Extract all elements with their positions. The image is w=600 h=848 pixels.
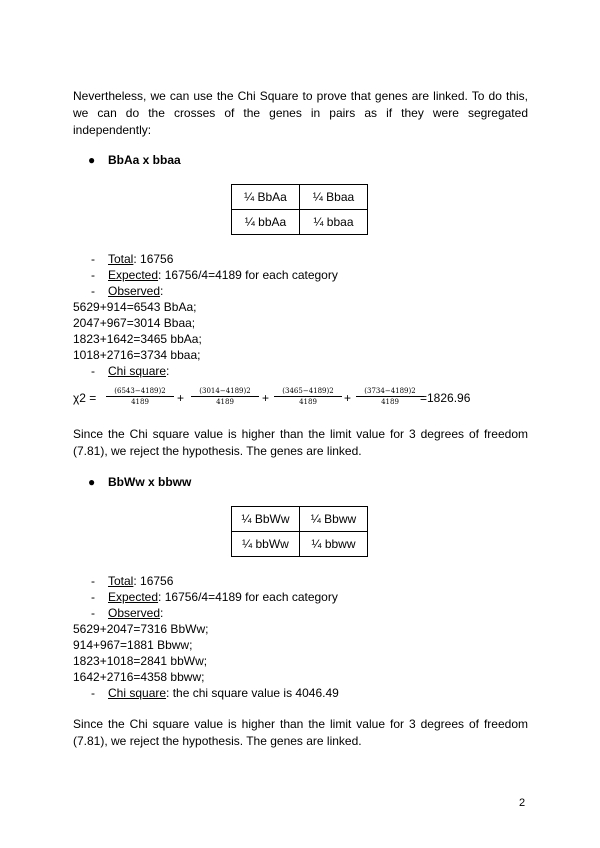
dash-marker: - (91, 606, 95, 620)
section2-total (91, 573, 173, 589)
fraction-term (356, 387, 424, 407)
plus-sign: + (262, 391, 270, 405)
fraction-numerator: (3465−4189)2 (274, 387, 342, 397)
fraction-numerator: (3734−4189)2 (356, 387, 424, 397)
observed-label: Observed (108, 606, 161, 620)
bullet-icon: ● (88, 153, 96, 167)
total-value: : 16756 (133, 574, 174, 588)
fraction-denominator: 4189 (131, 398, 149, 406)
expected-label: Expected (108, 590, 159, 604)
fraction-term (191, 387, 259, 407)
expected-value: : 16756/4=4189 for each category (158, 268, 338, 282)
observed-line: 2047+967=3014 Bbaa; (73, 316, 196, 330)
plus-sign: + (344, 391, 352, 405)
table-cell: ¼ BbWw (232, 507, 300, 532)
section2-heading (88, 474, 191, 490)
dash-marker: - (91, 686, 95, 700)
expected-label: Expected (108, 268, 159, 282)
observed-line: 1642+2716=4358 bbww; (73, 670, 205, 684)
dash-marker: - (91, 574, 95, 588)
section2-chi-square (91, 685, 339, 701)
table-cell: ¼ bbWw (232, 532, 300, 557)
observed-line: 1823+1642=3465 bbAa; (73, 332, 202, 346)
expected-value: : 16756/4=4189 for each category (158, 590, 338, 604)
dash-marker: - (91, 268, 95, 282)
dash-marker: - (91, 252, 95, 266)
section1-heading (88, 152, 181, 168)
chi-symbol: χ2 = (73, 391, 97, 405)
dash-marker: - (91, 284, 95, 298)
observed-line: 5629+914=6543 BbAa; (73, 300, 197, 314)
table-cell: ¼ bbAa (232, 210, 300, 235)
observed-suffix: : (160, 284, 164, 298)
section1-expected (91, 267, 338, 283)
section1-punnett-table (231, 184, 368, 235)
section2-conclusion: Since the Chi square value is higher than the limit value for 3 degrees of freedom (7.81), we reject the hypothesis. The genes are linked. (73, 717, 528, 748)
chi-square-label: Chi square (108, 686, 167, 700)
section1-conclusion: Since the Chi square value is higher than the limit value for 3 degrees of freedom (7.81), we reject the hypothesis. The genes are linked. (73, 427, 528, 458)
table-cell: ¼ bbaa (300, 210, 368, 235)
section2-observed (91, 605, 163, 621)
intro-paragraph: Nevertheless, we can use the Chi Square to prove that genes are linked. To do this, we can do the crosses of the genes in pairs as if they were segregated independently: (73, 89, 528, 137)
observed-suffix: : (160, 606, 164, 620)
fraction-denominator: 4189 (216, 398, 234, 406)
observed-label: Observed (108, 284, 161, 298)
table-cell: ¼ Bbaa (300, 185, 368, 210)
fraction-term (274, 387, 342, 407)
section2-punnett-table (231, 506, 368, 557)
table-cell: ¼ bbww (300, 532, 368, 557)
section1-chi-square (91, 363, 169, 379)
total-value: : 16756 (133, 252, 174, 266)
observed-line: 1823+1018=2841 bbWw; (73, 654, 208, 668)
chi-square-formula (73, 387, 533, 411)
section2-heading-text: BbWw x bbww (108, 475, 192, 489)
fraction-denominator: 4189 (381, 398, 399, 406)
observed-line: 1018+2716=3734 bbaa; (73, 348, 201, 362)
dash-marker: - (91, 364, 95, 378)
section1-heading-text: BbAa x bbaa (108, 153, 181, 167)
section1-total (91, 251, 173, 267)
formula-result: =1826.96 (420, 391, 471, 405)
fraction-numerator: (6543−4189)2 (106, 387, 174, 397)
page-number: 2 (519, 797, 526, 809)
observed-line: 5629+2047=7316 BbWw; (73, 622, 209, 636)
section1-observed (91, 283, 163, 299)
chi-square-value: : the chi square value is 4046.49 (166, 686, 339, 700)
total-label: Total (108, 252, 134, 266)
total-label: Total (108, 574, 134, 588)
dash-marker: - (91, 590, 95, 604)
chi-square-label: Chi square (108, 364, 167, 378)
observed-line: 914+967=1881 Bbww; (73, 638, 193, 652)
plus-sign: + (177, 391, 185, 405)
table-cell: ¼ BbAa (232, 185, 300, 210)
bullet-icon: ● (88, 475, 96, 489)
fraction-denominator: 4189 (299, 398, 317, 406)
fraction-numerator: (3014−4189)2 (191, 387, 259, 397)
section2-expected (91, 589, 338, 605)
table-cell: ¼ Bbww (300, 507, 368, 532)
fraction-term (106, 387, 174, 407)
chi-square-suffix: : (166, 364, 170, 378)
